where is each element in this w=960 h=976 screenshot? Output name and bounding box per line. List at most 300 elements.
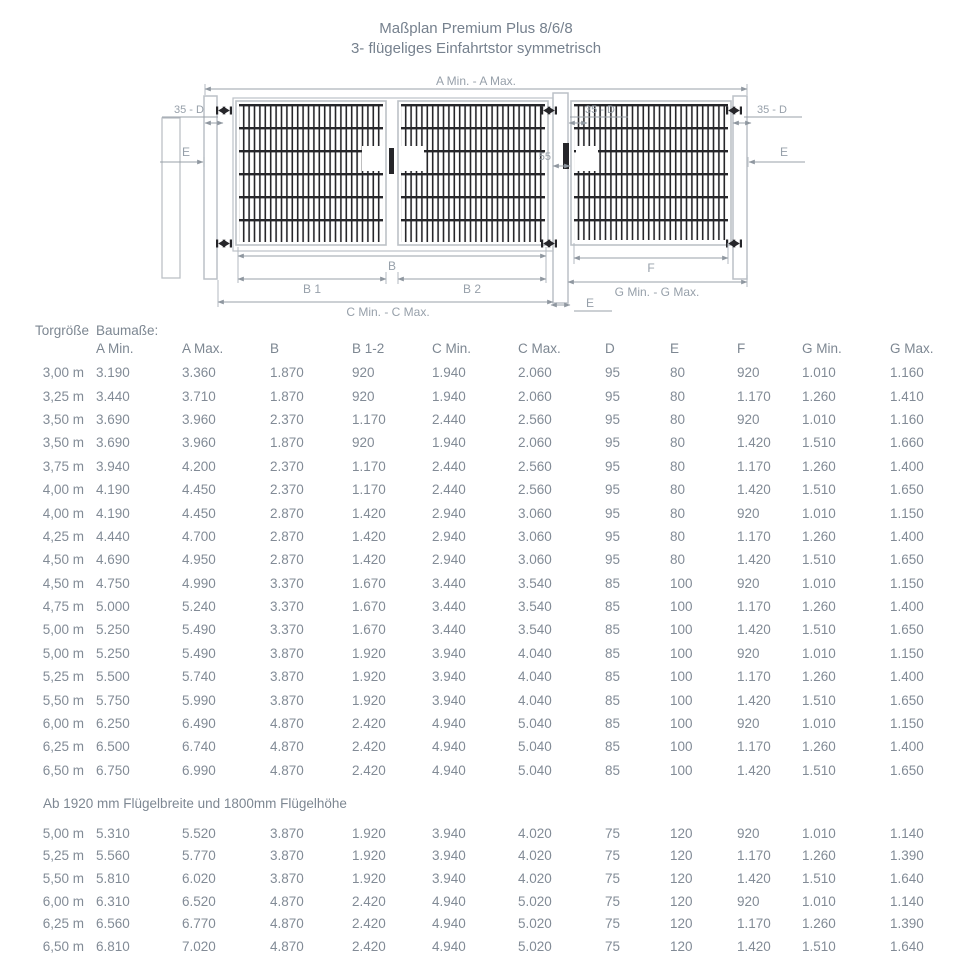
table-cell: 920 xyxy=(352,435,375,451)
table-cell: 3.870 xyxy=(270,692,304,708)
table-cell: 3.370 xyxy=(270,622,304,638)
table-cell: 6.560 xyxy=(96,916,130,932)
table-cell: 2.060 xyxy=(518,435,552,451)
table-cell: 1.010 xyxy=(802,645,836,661)
dim-label-e-left: E xyxy=(181,145,191,159)
table-cell: 1.510 xyxy=(802,622,836,638)
table-cell: 1.510 xyxy=(802,552,836,568)
table-cell: 4.200 xyxy=(182,458,216,474)
table-cell: 2.940 xyxy=(432,505,466,521)
table-cell: 80 xyxy=(670,388,686,404)
table-cell: 1.390 xyxy=(890,916,924,932)
table-cell: 5.020 xyxy=(518,916,552,932)
col-header-g-max: G Max. xyxy=(890,341,934,356)
table-cell: 1.410 xyxy=(890,388,924,404)
table-cell: 85 xyxy=(605,762,621,778)
table-cell: 6.750 xyxy=(96,762,130,778)
middle-post xyxy=(553,93,568,303)
table-cell: 2.420 xyxy=(352,762,386,778)
table-cell: 1.420 xyxy=(737,435,771,451)
table-cell: 1.260 xyxy=(802,848,836,864)
table-cell: 3.940 xyxy=(96,458,130,474)
table-cell: 120 xyxy=(670,871,693,887)
table-cell: 4.690 xyxy=(96,552,130,568)
table-row xyxy=(35,759,947,782)
table-cell: 3.870 xyxy=(270,848,304,864)
table-cell: 3.440 xyxy=(96,388,130,404)
dim-label-d-left: 35 - D xyxy=(174,104,204,116)
table-cell: 1.260 xyxy=(802,669,836,685)
table-cell: 4,75 m xyxy=(42,599,84,615)
table-cell: 5.750 xyxy=(96,692,130,708)
table-cell: 3.940 xyxy=(432,669,466,685)
table-cell: 5.560 xyxy=(96,848,130,864)
table-cell: 4,00 m xyxy=(42,482,84,498)
dim-label-55: 55 xyxy=(538,151,551,163)
table-cell: 1.510 xyxy=(802,871,836,887)
table-row xyxy=(35,712,947,735)
table-cell: 95 xyxy=(605,458,621,474)
table-cell: 85 xyxy=(605,692,621,708)
table-row xyxy=(35,912,947,935)
dim-label-f: F xyxy=(647,261,655,275)
table-cell: 1.260 xyxy=(802,388,836,404)
table-cell: 1.400 xyxy=(890,739,924,755)
table-cell: 85 xyxy=(605,739,621,755)
table-cell: 5.310 xyxy=(96,825,130,841)
table-cell: 80 xyxy=(670,528,686,544)
table-cell: 75 xyxy=(605,938,621,954)
table-cell: 4.440 xyxy=(96,528,130,544)
table-cell: 1.420 xyxy=(737,938,771,954)
table-cell: 85 xyxy=(605,575,621,591)
table-cell: 5.490 xyxy=(182,645,216,661)
table-cell: 6,50 m xyxy=(42,938,84,954)
table-cell: 75 xyxy=(605,825,621,841)
table-row xyxy=(35,478,947,501)
table-cell: 1.400 xyxy=(890,669,924,685)
table-cell: 75 xyxy=(605,848,621,864)
col-header-d: D xyxy=(605,341,615,356)
table-row xyxy=(35,501,947,524)
table-cell: 4.940 xyxy=(432,938,466,954)
col-header-a-min: A Min. xyxy=(96,341,134,356)
table-cell: 1.940 xyxy=(432,388,466,404)
table-cell: 1.920 xyxy=(352,645,386,661)
table-cell: 3,25 m xyxy=(42,388,84,404)
table-cell: 1.160 xyxy=(890,365,924,381)
table-cell: 85 xyxy=(605,645,621,661)
table-row xyxy=(35,642,947,665)
table-group-header xyxy=(35,322,947,339)
table-cell: 1.170 xyxy=(737,528,771,544)
table-cell: 5.810 xyxy=(96,871,130,887)
table-cell: 6,50 m xyxy=(42,762,84,778)
table-cell: 6.310 xyxy=(96,893,130,909)
table-cell: 120 xyxy=(670,893,693,909)
table-cell: 5.520 xyxy=(182,825,216,841)
table-cell: 4.020 xyxy=(518,871,552,887)
table-cell: 3,75 m xyxy=(42,458,84,474)
table-cell: 3.940 xyxy=(432,645,466,661)
table-cell: 1.010 xyxy=(802,505,836,521)
table-cell: 2.060 xyxy=(518,365,552,381)
dim-label-d-middle: 35 - D xyxy=(585,104,615,116)
table-cell: 2.560 xyxy=(518,458,552,474)
table-cell: 1.260 xyxy=(802,739,836,755)
table-cell: 920 xyxy=(352,388,375,404)
table-cell: 2.420 xyxy=(352,938,386,954)
table-cell: 120 xyxy=(670,916,693,932)
table-cell: 920 xyxy=(737,505,760,521)
table-cell: 1.260 xyxy=(802,599,836,615)
table-cell: 1.420 xyxy=(737,482,771,498)
table-cell: 1.010 xyxy=(802,365,836,381)
table-cell: 80 xyxy=(670,482,686,498)
table-cell: 100 xyxy=(670,716,693,732)
table-cell: 4.870 xyxy=(270,938,304,954)
table-cell: 3.440 xyxy=(432,622,466,638)
table-cell: 1.940 xyxy=(432,365,466,381)
table-cell: 95 xyxy=(605,435,621,451)
table-cell: 3.370 xyxy=(270,599,304,615)
table-cell: 6.520 xyxy=(182,893,216,909)
table-cell: 4.020 xyxy=(518,848,552,864)
table-cell: 920 xyxy=(737,716,760,732)
table-cell: 120 xyxy=(670,938,693,954)
table-cell: 7.020 xyxy=(182,938,216,954)
table-cell: 5.770 xyxy=(182,848,216,864)
section-note: Ab 1920 mm Flügelbreite und 1800mm Flügelhöhe xyxy=(43,796,347,812)
table-cell: 1.660 xyxy=(890,435,924,451)
col-header-c-max: C Max. xyxy=(518,341,561,356)
table-cell: 1.420 xyxy=(737,622,771,638)
title-line-1: Maßplan Premium Plus 8/6/8 xyxy=(379,20,573,37)
dim-label-d-right: 35 - D xyxy=(757,104,787,116)
table-cell: 100 xyxy=(670,762,693,778)
table-cell: 1.170 xyxy=(737,916,771,932)
table-cell: 2.060 xyxy=(518,388,552,404)
col-header-f: F xyxy=(737,341,746,356)
table-cell: 1.150 xyxy=(890,716,924,732)
table-cell: 1.170 xyxy=(737,848,771,864)
table-cell: 80 xyxy=(670,365,686,381)
col-header-baumasse: Baumaße: xyxy=(96,323,159,338)
table-cell: 6.740 xyxy=(182,739,216,755)
table-cell: 1.510 xyxy=(802,762,836,778)
table-cell: 4.020 xyxy=(518,825,552,841)
table-cell: 2.420 xyxy=(352,893,386,909)
table-row xyxy=(35,935,947,958)
table-cell: 3.940 xyxy=(432,848,466,864)
table-cell: 1.010 xyxy=(802,411,836,427)
table-row xyxy=(35,408,947,431)
table-cell: 1.870 xyxy=(270,388,304,404)
table-cell: 80 xyxy=(670,435,686,451)
table-cell: 95 xyxy=(605,411,621,427)
table-cell: 5.250 xyxy=(96,645,130,661)
table-row xyxy=(35,361,947,384)
col-header-b: B xyxy=(270,341,280,356)
table-cell: 1.260 xyxy=(802,458,836,474)
table-cell: 4.950 xyxy=(182,552,216,568)
table-cell: 3.060 xyxy=(518,552,552,568)
table-cell: 85 xyxy=(605,669,621,685)
table-cell: 120 xyxy=(670,848,693,864)
leaf-3-latch-bar xyxy=(563,143,569,169)
table-cell: 2.870 xyxy=(270,528,304,544)
table-cell: 1.150 xyxy=(890,575,924,591)
table-cell: 95 xyxy=(605,528,621,544)
table-cell: 4.870 xyxy=(270,893,304,909)
table-cell: 85 xyxy=(605,716,621,732)
table-cell: 1.670 xyxy=(352,599,386,615)
table-cell: 1.400 xyxy=(890,528,924,544)
table-cell: 6,25 m xyxy=(42,739,84,755)
table-cell: 1.510 xyxy=(802,692,836,708)
table-cell: 85 xyxy=(605,622,621,638)
dim-label-b2: B 2 xyxy=(462,282,482,296)
table-cell: 3.870 xyxy=(270,669,304,685)
table-cell: 100 xyxy=(670,692,693,708)
table-cell: 1.170 xyxy=(737,599,771,615)
table-cell: 1.140 xyxy=(890,893,924,909)
table-cell: 1.510 xyxy=(802,938,836,954)
table-cell: 2.560 xyxy=(518,482,552,498)
table-cell: 3.940 xyxy=(432,825,466,841)
table-cell: 4.700 xyxy=(182,528,216,544)
table-cell: 3.960 xyxy=(182,435,216,451)
table-cell: 95 xyxy=(605,482,621,498)
table-cell: 5.000 xyxy=(96,599,130,615)
table-row xyxy=(35,455,947,478)
leaf-1-lock-cutout xyxy=(362,146,383,171)
table-cell: 1.920 xyxy=(352,669,386,685)
table-cell: 2.870 xyxy=(270,505,304,521)
table-cell: 2.870 xyxy=(270,552,304,568)
table-body-large-leaf xyxy=(35,822,947,958)
table-row xyxy=(35,525,947,548)
table-cell: 1.920 xyxy=(352,825,386,841)
col-header-e: E xyxy=(670,341,680,356)
table-cell: 4.190 xyxy=(96,482,130,498)
table-cell: 4.870 xyxy=(270,716,304,732)
table-cell: 5.740 xyxy=(182,669,216,685)
table-cell: 4,50 m xyxy=(42,575,84,591)
table-cell: 1.400 xyxy=(890,599,924,615)
table-cell: 95 xyxy=(605,365,621,381)
table-cell: 6.770 xyxy=(182,916,216,932)
table-cell: 3.540 xyxy=(518,599,552,615)
leaf-3-lock-cutout xyxy=(576,146,598,171)
table-cell: 4,00 m xyxy=(42,505,84,521)
table-cell: 5,00 m xyxy=(42,645,84,661)
table-cell: 2.370 xyxy=(270,482,304,498)
table-cell: 1.420 xyxy=(352,552,386,568)
table-cell: 3.060 xyxy=(518,528,552,544)
table-cell: 85 xyxy=(605,599,621,615)
gate-leaf-1-mesh xyxy=(239,104,383,242)
table-cell: 1.640 xyxy=(890,871,924,887)
dim-label-e-right: E xyxy=(779,145,789,159)
table-cell: 1.170 xyxy=(737,669,771,685)
table-cell: 100 xyxy=(670,622,693,638)
table-cell: 1.510 xyxy=(802,482,836,498)
table-cell: 3,00 m xyxy=(42,365,84,381)
table-row xyxy=(35,735,947,758)
table-cell: 1.920 xyxy=(352,692,386,708)
table-cell: 2.940 xyxy=(432,552,466,568)
table-cell: 4.040 xyxy=(518,645,552,661)
table-cell: 4.940 xyxy=(432,916,466,932)
table-cell: 5.040 xyxy=(518,739,552,755)
table-cell: 1.170 xyxy=(737,458,771,474)
gate-diagram xyxy=(160,76,810,326)
table-cell: 6.500 xyxy=(96,739,130,755)
table-cell: 80 xyxy=(670,411,686,427)
table-cell: 6.020 xyxy=(182,871,216,887)
table-cell: 3.060 xyxy=(518,505,552,521)
table-cell: 3.870 xyxy=(270,825,304,841)
dim-label-e-bottom: E xyxy=(585,296,595,310)
table-cell: 100 xyxy=(670,645,693,661)
table-cell: 3.440 xyxy=(432,575,466,591)
table-row xyxy=(35,890,947,913)
table-cell: 3.690 xyxy=(96,435,130,451)
table-cell: 3.690 xyxy=(96,411,130,427)
table-cell: 920 xyxy=(352,365,375,381)
table-cell: 920 xyxy=(737,365,760,381)
table-cell: 5.990 xyxy=(182,692,216,708)
table-cell: 4.940 xyxy=(432,893,466,909)
table-cell: 1.940 xyxy=(432,435,466,451)
table-cell: 1.390 xyxy=(890,848,924,864)
table-cell: 4.190 xyxy=(96,505,130,521)
table-cell: 4.450 xyxy=(182,505,216,521)
dim-label-b: B xyxy=(387,259,397,273)
table-cell: 75 xyxy=(605,871,621,887)
table-cell: 1.650 xyxy=(890,552,924,568)
table-cell: 3.540 xyxy=(518,575,552,591)
table-cell: 1.170 xyxy=(352,458,386,474)
table-cell: 3.940 xyxy=(432,692,466,708)
table-cell: 3.540 xyxy=(518,622,552,638)
table-cell: 5.020 xyxy=(518,938,552,954)
table-cell: 5,50 m xyxy=(42,871,84,887)
table-column-headers xyxy=(35,339,947,358)
table-cell: 4.040 xyxy=(518,692,552,708)
table-cell: 3.960 xyxy=(182,411,216,427)
table-cell: 2.440 xyxy=(432,458,466,474)
dim-label-a: A Min. - A Max. xyxy=(435,76,517,88)
table-cell: 1.650 xyxy=(890,622,924,638)
table-cell: 1.650 xyxy=(890,762,924,778)
hinge-icon xyxy=(216,239,232,248)
table-cell: 1.260 xyxy=(802,916,836,932)
table-cell: 3.870 xyxy=(270,871,304,887)
gate-leaf-3-mesh xyxy=(574,104,728,240)
table-cell: 1.420 xyxy=(737,552,771,568)
gate-leaf-2-mesh xyxy=(401,104,545,242)
table-cell: 3.360 xyxy=(182,365,216,381)
table-cell: 4,50 m xyxy=(42,552,84,568)
table-cell: 5,25 m xyxy=(42,848,84,864)
table-cell: 95 xyxy=(605,552,621,568)
table-cell: 1.150 xyxy=(890,645,924,661)
dimension-table xyxy=(35,322,947,958)
table-cell: 920 xyxy=(737,893,760,909)
centre-latch-bar xyxy=(389,148,394,174)
table-cell: 80 xyxy=(670,458,686,474)
left-wall xyxy=(162,118,180,278)
table-cell: 120 xyxy=(670,825,693,841)
table-cell: 1.260 xyxy=(802,528,836,544)
col-header-a-max: A Max. xyxy=(182,341,224,356)
table-cell: 5.020 xyxy=(518,893,552,909)
table-cell: 4.940 xyxy=(432,716,466,732)
table-cell: 1.010 xyxy=(802,893,836,909)
table-cell: 6,00 m xyxy=(42,716,84,732)
table-cell: 6.250 xyxy=(96,716,130,732)
table-cell: 2.440 xyxy=(432,411,466,427)
table-cell: 1.870 xyxy=(270,365,304,381)
table-cell: 4.940 xyxy=(432,739,466,755)
table-cell: 1.010 xyxy=(802,825,836,841)
table-cell: 920 xyxy=(737,411,760,427)
table-cell: 1.170 xyxy=(737,739,771,755)
table-cell: 1.010 xyxy=(802,716,836,732)
table-cell: 3.710 xyxy=(182,388,216,404)
dim-label-g: G Min. - G Max. xyxy=(614,285,700,299)
table-cell: 4.990 xyxy=(182,575,216,591)
table-cell: 1.170 xyxy=(352,482,386,498)
table-cell: 5.040 xyxy=(518,716,552,732)
table-cell: 1.920 xyxy=(352,848,386,864)
table-cell: 2.370 xyxy=(270,458,304,474)
table-cell: 2.370 xyxy=(270,411,304,427)
table-cell: 1.170 xyxy=(352,411,386,427)
table-cell: 5.040 xyxy=(518,762,552,778)
table-cell: 2.420 xyxy=(352,739,386,755)
table-cell: 5,25 m xyxy=(42,669,84,685)
table-row xyxy=(35,822,947,845)
table-cell: 100 xyxy=(670,599,693,615)
table-cell: 5.250 xyxy=(96,622,130,638)
table-cell: 1.420 xyxy=(737,762,771,778)
table-cell: 1.420 xyxy=(737,871,771,887)
table-cell: 1.420 xyxy=(737,692,771,708)
table-cell: 1.170 xyxy=(737,388,771,404)
table-cell: 1.670 xyxy=(352,575,386,591)
table-cell: 80 xyxy=(670,552,686,568)
dim-label-b1: B 1 xyxy=(302,282,322,296)
table-cell: 3.370 xyxy=(270,575,304,591)
table-cell: 4.040 xyxy=(518,669,552,685)
table-cell: 4.750 xyxy=(96,575,130,591)
table-row xyxy=(35,548,947,571)
table-cell: 2.420 xyxy=(352,716,386,732)
table-cell: 1.420 xyxy=(352,505,386,521)
table-cell: 920 xyxy=(737,575,760,591)
table-cell: 4.450 xyxy=(182,482,216,498)
table-cell: 920 xyxy=(737,645,760,661)
table-cell: 5.500 xyxy=(96,669,130,685)
table-body-standard xyxy=(35,361,947,782)
table-cell: 95 xyxy=(605,505,621,521)
table-row xyxy=(35,572,947,595)
page-title xyxy=(0,19,952,59)
table-cell: 80 xyxy=(670,505,686,521)
